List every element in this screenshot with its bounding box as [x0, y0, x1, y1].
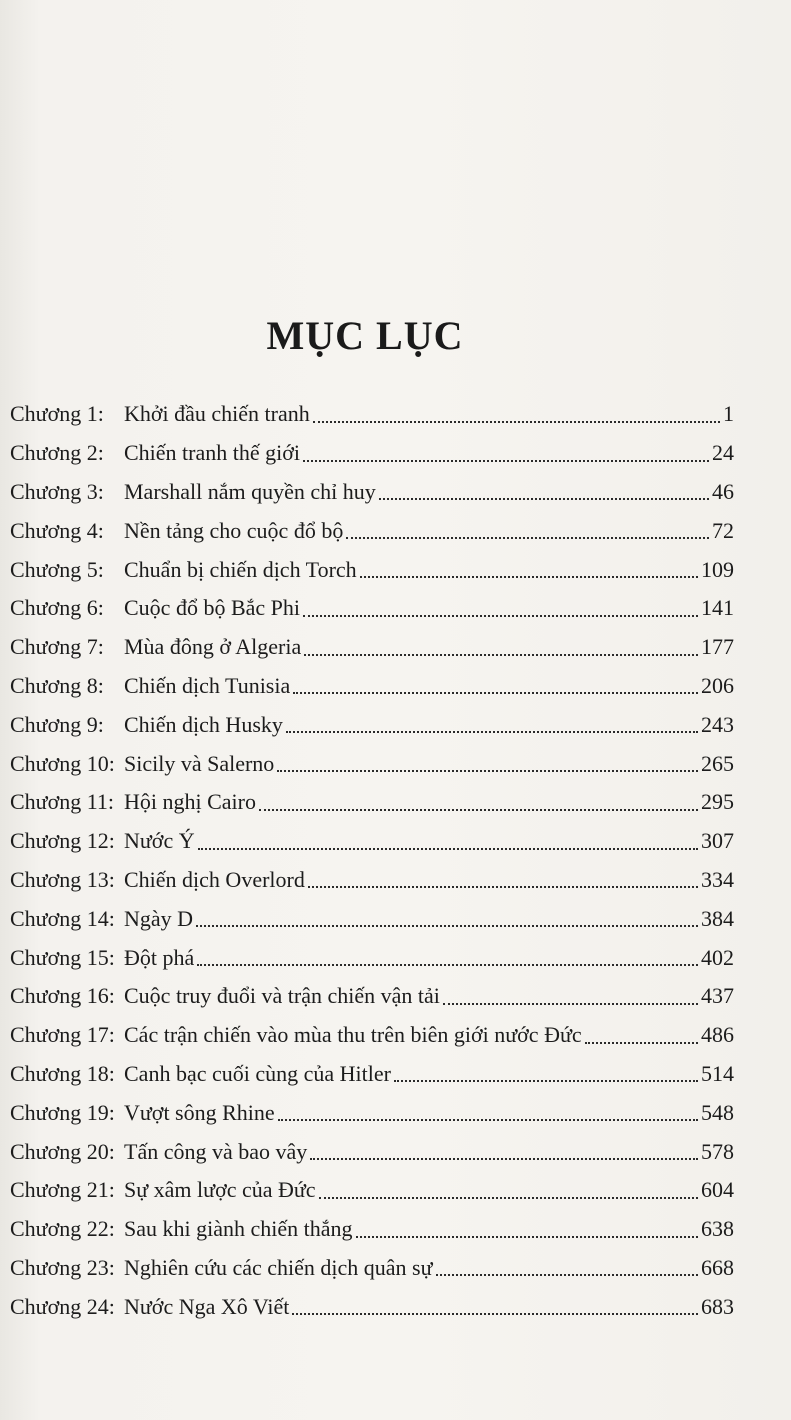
toc-entry: [10, 511, 734, 550]
page-number: 72: [712, 517, 734, 543]
dot-leader: [379, 497, 709, 500]
chapter-title: Nước Ý: [124, 828, 195, 854]
toc-entry: [10, 628, 734, 667]
toc-entry: [10, 1132, 734, 1171]
page-number: 402: [701, 944, 734, 970]
toc-entry: [10, 1093, 734, 1132]
toc-entry: [10, 1249, 734, 1288]
chapter-title: Hội nghị Cairo: [124, 789, 256, 815]
dot-leader: [308, 885, 698, 888]
chapter-title: Mùa đông ở Algeria: [124, 634, 302, 660]
chapter-number: Chương 12:: [10, 828, 115, 854]
page-title: MỤC LỤC: [266, 313, 464, 358]
chapter-title: Canh bạc cuối cùng của Hitler: [124, 1060, 391, 1086]
chapter-number: Chương 3:: [10, 478, 104, 504]
toc-entry: [10, 1016, 734, 1055]
dot-leader: [585, 1041, 698, 1044]
page-number: 683: [701, 1293, 734, 1319]
toc-entry: [10, 1055, 734, 1094]
chapter-number: Chương 16:: [10, 983, 115, 1009]
toc-entry: [10, 744, 734, 783]
chapter-title: Cuộc đổ bộ Bắc Phi: [124, 595, 300, 621]
toc-entry: [10, 473, 734, 512]
dot-leader: [436, 1273, 698, 1276]
toc-entry: [10, 550, 734, 589]
page-number: 384: [701, 905, 734, 931]
chapter-title: Cuộc truy đuổi và trận chiến vận tải: [124, 983, 440, 1009]
chapter-number: Chương 8:: [10, 672, 104, 698]
page-number: 46: [712, 478, 734, 504]
dot-leader: [394, 1079, 698, 1082]
page-number: 638: [701, 1216, 734, 1242]
chapter-number: Chương 19:: [10, 1099, 115, 1125]
chapter-title: Tấn công và bao vây: [124, 1138, 308, 1164]
toc-entry: [10, 938, 734, 977]
chapter-number: Chương 6:: [10, 595, 104, 621]
chapter-number: Chương 22:: [10, 1216, 115, 1242]
page-number: 437: [701, 983, 734, 1009]
dot-leader: [346, 536, 709, 539]
chapter-number: Chương 2:: [10, 440, 104, 466]
dot-leader: [303, 459, 709, 462]
chapter-title: Chiến dịch Husky: [124, 711, 283, 737]
page-number: 24: [712, 440, 734, 466]
toc-entry: [10, 899, 734, 938]
page-number: 668: [701, 1254, 734, 1280]
chapter-number: Chương 11:: [10, 789, 115, 815]
page-number: 141: [701, 595, 734, 621]
chapter-title: Chiến dịch Overlord: [124, 866, 305, 892]
page-number: 295: [701, 789, 734, 815]
dot-leader: [356, 1235, 698, 1238]
chapter-number: Chương 9:: [10, 711, 104, 737]
chapter-number: Chương 13:: [10, 866, 115, 892]
chapter-title: Chiến dịch Tunisia: [124, 672, 291, 698]
toc-entry: [10, 1210, 734, 1249]
dot-leader: [319, 1196, 698, 1199]
chapter-number: Chương 5:: [10, 556, 104, 582]
dot-leader: [277, 769, 698, 772]
chapter-number: Chương 1:: [10, 401, 104, 427]
chapter-title: Chiến tranh thế giới: [124, 440, 300, 466]
chapter-number: Chương 4:: [10, 517, 104, 543]
page-number: 514: [701, 1060, 734, 1086]
toc-entry: [10, 395, 734, 434]
page-number: 578: [701, 1138, 734, 1164]
chapter-title: Nước Nga Xô Viết: [124, 1293, 290, 1319]
chapter-title: Sicily và Salerno: [124, 750, 275, 776]
chapter-number: Chương 10:: [10, 750, 115, 776]
dot-leader: [286, 730, 698, 733]
chapter-title: Sự xâm lược của Đức: [124, 1177, 316, 1203]
chapter-title: Chuẩn bị chiến dịch Torch: [124, 556, 357, 582]
chapter-title: Ngày D: [124, 905, 194, 931]
chapter-number: Chương 7:: [10, 634, 104, 660]
chapter-number: Chương 15:: [10, 944, 115, 970]
chapter-number: Chương 17:: [10, 1022, 115, 1048]
toc-entry: [10, 589, 734, 628]
page-number: 604: [701, 1177, 734, 1203]
toc-entry: [10, 822, 734, 861]
dot-leader: [259, 808, 698, 811]
dot-leader: [293, 691, 698, 694]
chapter-title: Nền tảng cho cuộc đổ bộ: [124, 517, 344, 543]
dot-leader: [196, 924, 698, 927]
dot-leader: [360, 575, 698, 578]
dot-leader: [443, 1002, 698, 1005]
dot-leader: [278, 1118, 698, 1121]
chapter-number: Chương 14:: [10, 905, 115, 931]
toc-entry: [10, 1171, 734, 1210]
page-number: 265: [701, 750, 734, 776]
page-number: 1: [723, 401, 734, 427]
dot-leader: [310, 1157, 698, 1160]
page-number: 109: [701, 556, 734, 582]
toc-entry: [10, 434, 734, 473]
chapter-title: Các trận chiến vào mùa thu trên biên giới nước Đức: [124, 1022, 582, 1048]
page-number: 177: [701, 634, 734, 660]
page-number: 206: [701, 672, 734, 698]
chapter-number: Chương 24:: [10, 1293, 115, 1319]
dot-leader: [304, 653, 698, 656]
table-of-contents: [10, 395, 734, 1326]
page-number: 307: [701, 828, 734, 854]
chapter-number: Chương 23:: [10, 1254, 115, 1280]
dot-leader: [198, 847, 698, 850]
chapter-title: Đột phá: [124, 944, 195, 970]
dot-leader: [313, 420, 720, 423]
chapter-title: Khởi đầu chiến tranh: [124, 401, 310, 427]
toc-entry: [10, 667, 734, 706]
dot-leader: [292, 1312, 698, 1315]
dot-leader: [197, 963, 698, 966]
chapter-title: Marshall nắm quyền chỉ huy: [124, 478, 376, 504]
dot-leader: [303, 614, 698, 617]
toc-entry: [10, 783, 734, 822]
chapter-number: Chương 18:: [10, 1060, 115, 1086]
page-number: 548: [701, 1099, 734, 1125]
page-number: 486: [701, 1022, 734, 1048]
chapter-title: Vượt sông Rhine: [124, 1099, 275, 1125]
page-number: 334: [701, 866, 734, 892]
chapter-title: Nghiên cứu các chiến dịch quân sự: [124, 1254, 433, 1280]
toc-entry: [10, 861, 734, 900]
chapter-number: Chương 20:: [10, 1138, 115, 1164]
toc-entry: [10, 1287, 734, 1326]
page-number: 243: [701, 711, 734, 737]
toc-entry: [10, 705, 734, 744]
chapter-number: Chương 21:: [10, 1177, 115, 1203]
chapter-title: Sau khi giành chiến thắng: [124, 1216, 353, 1242]
toc-entry: [10, 977, 734, 1016]
